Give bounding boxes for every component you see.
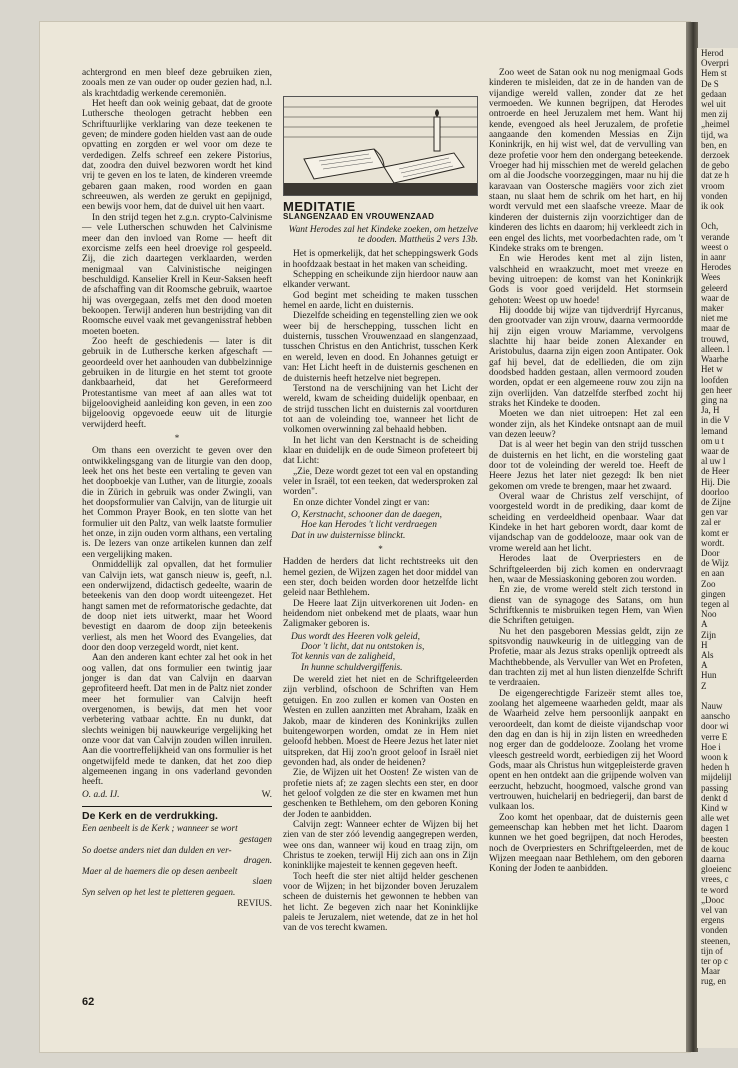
- page-number: 62: [82, 996, 95, 1008]
- paragraph: Het is opmerkelijk, dat het scheppingswerk Gods in hoofdzaak bestaat in het maken van scheiding.: [283, 249, 478, 270]
- next-page-line: en aan: [701, 568, 725, 579]
- next-page-line: te word: [701, 884, 729, 895]
- next-page-line: tijn of: [701, 945, 723, 956]
- paragraph: Toch heeft die ster niet altijd helder geschenen voor de Wijzen; in het bijzonder boven Jeruzalem scheen de duisternis het gewonnen te hebben van het licht. Ze begeven zich naar het Koninklijke paleis te Jeruzalem, niet wetende, dat ze in het hol van de vos terecht kwamen.: [283, 871, 478, 934]
- signature-right: W.: [261, 789, 272, 800]
- next-page-line: Het w: [701, 364, 723, 375]
- next-page-line: gingen: [701, 588, 726, 599]
- next-page-line: Och,: [701, 221, 719, 232]
- paragraph: Moeten we dan niet uitroepen: Het zal een wonder zijn, als het Kindeke ontsnapt aan de muil van dezen leeuw?: [489, 409, 683, 441]
- next-page-line: Waarhe: [701, 354, 729, 365]
- paragraph: God begint met scheiding te maken tusschen hemel en aarde, licht en duisternis.: [283, 290, 478, 312]
- column-right: [489, 68, 683, 875]
- meditation-subtitle: SLANGENZAAD EN VROUWENZAAD: [283, 212, 435, 222]
- next-page-line: mijdelijl: [701, 772, 732, 783]
- paragraph: Zoo weet de Satan ook nu nog menigmaal Gods kinderen te misleiden, dat ze in de handen van de vijandige wereld vallen, zonder dat ze het vermoeden. We kunnen begrijpen, dat Herodes ontroerde en heel Jeruzalem met hem. Want hij kende, evengoed als heel Jeruzalem, de profetie aangaande den komenden Messias en Zijn Koninkrijk, en hij wist wel, dat de vervulling van deze profetie voor hem den ondergang beteekende. Vroeger had hij misschien met de wereld gelachen om al die Joodsche voorzeggingen, maar nu hij die karavaan van Oostersche magiërs voor zich ziet staan, nu slaat hem de schrik om het hart, en hij wordt vervuld met een slaafsche vreeze. Maar de kinderen der duisternis zijn voorzichtiger dan de kinderen des lichts en daarom; hij verkleedt zich in een engel des lichts, met voorbedachten rade, om 't Kindeke straks om te brengen.: [489, 68, 683, 254]
- next-page-line: waar de: [701, 445, 730, 456]
- psalm-verse: [283, 632, 478, 673]
- poem-line: dragen.: [243, 855, 272, 866]
- next-page-line: de gebo: [701, 160, 730, 171]
- next-page-line: dat ze h: [701, 170, 729, 181]
- paragraph: Herodes laat de Overpriesters en de Schriftgeleerden bij zich komen en ondervraagt hen, waar de Messiaskoning geboren zou worden.: [489, 554, 683, 585]
- paragraph: En zie, de vrome wereld stelt zich terstond in dienst van de synagoge des Satans, om hun Schriftkennis te misbruiken tegen Hem, van Wien die Schriften getuigen.: [489, 585, 683, 627]
- next-page-line: wel uit: [701, 99, 726, 110]
- next-page-line: Hem st: [701, 68, 727, 79]
- paragraph: Diezelfde scheiding en tegenstelling zien we ook weer bij de herschepping, tusschen licht en duisternis, tusschen Vrouwenzaad en slangenzaad, tusschen Christus en den Antichrist, tusschen Kerk en wereld, leven en dood. En Johannes getuigt er van: Het Licht heeft in de duisternis geschenen en de duisternis heeft hetzelve niet begrepen.: [283, 311, 478, 384]
- poem-line: gestagen: [239, 834, 272, 844]
- paragraph: In het licht van den Kerstnacht is de scheiding klaar en duidelijk en de oude Simeon profeteert bij dat Licht:: [283, 435, 478, 467]
- next-page-line: Nauw: [701, 701, 723, 711]
- next-page-line: vrees, c: [701, 874, 729, 885]
- next-page-line: Maar: [701, 966, 720, 977]
- next-page-line: Als: [701, 649, 714, 660]
- next-page-line: wordt.: [701, 537, 725, 548]
- next-page-line: doorloo: [701, 486, 729, 497]
- next-page-line: maker: [701, 303, 724, 314]
- poem-line: Een aenbeelt is de Kerk ; wanneer se wort: [82, 823, 238, 834]
- next-page-line: vonden: [701, 925, 728, 936]
- next-page-line: vonden: [701, 190, 728, 201]
- next-page-line: beesten: [701, 833, 728, 844]
- next-page-line: „Dooc: [701, 894, 725, 905]
- next-page-line: woon k: [701, 752, 728, 763]
- next-page-line: zal er: [701, 517, 721, 528]
- next-page-line: denkt d: [701, 792, 728, 803]
- paragraph: Hadden de herders dat licht rechtstreeks uit den hemel gezien, de Wijzen zagen het door middel van een ster, doch beiden worden door hetzelfde licht geleid naar Bethlehem.: [283, 557, 478, 599]
- next-page-line: al uw l: [701, 456, 726, 467]
- next-page-line: ter op c: [701, 956, 728, 967]
- article-signature: [82, 790, 272, 800]
- next-page-line: Zijn: [701, 629, 716, 640]
- next-page-line: H: [701, 639, 708, 650]
- next-page-line: ging na: [701, 394, 728, 405]
- signature-left: O. a.d. IJ.: [82, 789, 120, 800]
- next-page-line: waar de: [701, 292, 730, 303]
- next-page-line: A: [701, 660, 708, 671]
- next-page-line: heden h: [701, 762, 730, 773]
- next-page-line: steenen,: [701, 935, 731, 946]
- next-page-line: gen var: [701, 507, 728, 518]
- next-page-line: gedaan: [701, 88, 727, 99]
- next-page-line: de Zijne: [701, 496, 731, 507]
- paragraph: En wie Herodes kent met al zijn listen, valschheid en wraakzucht, moet met vreeze en beving uitroepen: de komst van het Koninkrijk Gods is voor goed verijdeld. Het stormsein gehoten: Weest op uw hoede!: [489, 254, 683, 306]
- next-page-line: Wees: [701, 272, 721, 283]
- poem-line: Syn selven op het lest te pletteren gegaen.: [82, 886, 236, 897]
- next-page-line: vroom: [701, 180, 725, 191]
- box-rule: [82, 806, 272, 807]
- next-page-line: Herod: [701, 48, 724, 58]
- next-page-line: daarna: [701, 854, 725, 865]
- next-page-line: tijd, wa: [701, 129, 728, 140]
- paragraph: Het heeft dan ook weinig gebaat, dat de groote Luthersche theologen getracht hebben een Schriftuurlijke verklaring van deze teekenen te geven; de mindere goden hielden vast aan de oude opvatting en zorgden er wel voor om deze te verdedigen. Zelfs schreef een zekere Pistorius, dat, zoodra den duivel bezworen wordt het kind vrij te geven en los te laten, de kinderen vreemde gebaren gaan maken, rood worden en gaan schreeuwen, als werden ze gerukt en gepijnigd, een bewijs voor hem, dat de duivel uit hen vaart.: [82, 99, 272, 213]
- next-page-line: om u t: [701, 435, 725, 446]
- next-page-line: Hij. Die: [701, 476, 730, 487]
- column-middle: [283, 96, 478, 934]
- paragraph: Onmiddellijk zal opvallen, dat het formulier van Calvijn iets, wat gansch nieuw is, geeft, n.l. een onderwijzend, didactisch gedeelte, waarin de beteekenis van den doop wordt uiteengezet. Het hangt samen met de reformatorische gedachte, dat de doop niet iets uitwerkt, maar het Woord bevestigt en daarom de doop zijn beteekenis verliest, als men het Woord des Evangelies, dat door den doop verzegeld wordt, niet kent.: [82, 560, 272, 653]
- paragraph: Dat is al weer het begin van den strijd tusschen de duisternis en het licht, en die worsteling gaat door tot de voleinding der wereld toe. Heeft de Heere Jezus het later niet gezegd: Ik ben niet gekomen om vrede te brengen, maar het zwaard.: [489, 440, 683, 492]
- next-page-line: „heimel: [701, 119, 730, 130]
- next-page-line: [697, 691, 738, 701]
- next-page-line: Herodes: [701, 262, 731, 273]
- next-page-line: Hoe i: [701, 741, 721, 752]
- next-page-line: weest o: [701, 241, 729, 252]
- next-page-line: men zij: [701, 109, 728, 120]
- paragraph: Nu het den pasgeboren Messias geldt, zijn ze spitsvondig nauwkeurig in de uitlegging van de Profetie, maar als Jezus straks openlijk optreedt als Machthebbende, als Vervuller van Wet en Profeten, dan trachten zij met al hun listen dienzelfde Schrift te verdraaien.: [489, 626, 683, 689]
- next-page-line: rug, en: [701, 976, 726, 987]
- next-page-line: verre E: [701, 731, 728, 742]
- poem-line: So doetse anders niet dan dulden en ver-: [82, 844, 232, 855]
- column-left: [82, 68, 272, 908]
- next-page-line: geleerd: [701, 282, 728, 293]
- next-page-line: dagen 1: [701, 823, 730, 834]
- poem-title: De Kerk en de verdrukking.: [82, 810, 218, 823]
- next-page-line: derzoek: [701, 150, 730, 161]
- poem-line: slaen: [252, 876, 272, 887]
- next-page-line: loofden: [701, 374, 729, 385]
- next-page-fragment: [697, 48, 738, 1048]
- paragraph: Zoo heeft de geschiedenis — later is dit gebruik in de Luthersche kerken afgeschaft — geoordeeld over het aanhouden van dubbelzinnige gebruiken in de liturgie en het stemt tot groote dankbaarheid, dat het Gereformeerd Protestantisme van meet af aan alles wat tot bijgeloovigheid aanleiding kon geven, in een zoo bijgeloovig opgevoede eeuw uit de liturgie verwijderd heeft.: [82, 336, 272, 430]
- next-page-line: Noo: [701, 609, 717, 620]
- paragraph: De wereld ziet het niet en de Schriftgeleerden zijn verblind, ofschoon de Schriften van Hem getuigen. En zoo zullen er komen van Oosten en Westen en zullen aanzitten met Abraham, Izaäk en Jakob, maar de kinderen des Koninkrijks zullen buitengeworpen worden, omdat ze in Hem niet geloofd hebben. Moest de Heere Jezus het later niet uitspreken, dat Hij zoo'n groot geloof in Israël niet gevonden had, als onder de heidenen?: [283, 675, 478, 768]
- vondel-verse: [283, 510, 478, 541]
- paragraph: Schepping en scheikunde zijn hierdoor nauw aan elkander verwant.: [283, 270, 478, 291]
- next-page-line: in die V: [701, 415, 730, 426]
- next-page-line: alle wet: [701, 813, 730, 824]
- next-page-line: ben, en: [701, 139, 727, 150]
- next-page-line: ergens: [701, 915, 725, 926]
- next-page-line: verande: [701, 231, 730, 242]
- next-page-line: gloeienc: [701, 864, 732, 875]
- paragraph: Overal waar de Christus zelf verschijnt, of voorgesteld wordt in de prediking, daar komt de scheiding en verdeeldheid openbaar. Waar dat Kindeke in het hart geboren wordt, daar komt de vijandschap van de goddelooze, maar ook van de vrome wereld aan het licht.: [489, 492, 683, 554]
- next-page-line: [697, 211, 738, 221]
- next-page-line: A: [701, 619, 708, 630]
- next-page-line: ik ook: [701, 201, 724, 212]
- paragraph: De Heere laat Zijn uitverkorenen uit Joden- en heidendom niet onbekend met de plaats, waar hun Zaligmaker geboren is.: [283, 598, 478, 630]
- next-page-line: De S: [701, 78, 719, 89]
- next-page-line: lemand: [701, 425, 728, 436]
- paragraph: Zoo komt het openbaar, dat de duisternis geen gemeenschap kan hebben met het licht. Daarom kunnen we het goed begrijpen, dat noch Herodes, noch de Overpriesters en Schriftgeleerden, met de Wijzen meegaan naar Bethlehem, om den geboren Koning der Joden te aanbidden.: [489, 812, 683, 875]
- next-page-line: Zoo: [701, 578, 716, 589]
- paragraph: Calvijn zegt: Wanneer echter de Wijzen bij het zien van de ster zóó levendig aangegrepen werden, wee ons dan, wanneer wij koud en traag zijn, om Christus te zoeken, terwijl Hij zich aan ons in Zijn koninklijke majesteit te kennen gegeven heeft.: [283, 819, 478, 872]
- paragraph: Zie, de Wijzen uit het Oosten! Ze wisten van de profetie niets af; ze zagen slechts een ster, en door het geloof volgden ze die ster en kwamen met hun geschenken te Bethlehem, om den geboren Koning der Joden te aanbidden.: [283, 768, 478, 820]
- poem-author: REVIUS.: [237, 897, 272, 908]
- next-page-line: Door: [701, 547, 720, 558]
- verse-line: Dus wordt des Heeren volk geleid,: [291, 631, 420, 642]
- next-page-line: de Wijz: [701, 558, 729, 569]
- next-page-line: maar de: [701, 323, 730, 334]
- next-page-line: Overpri: [701, 58, 729, 69]
- poem: [82, 823, 272, 897]
- next-page-line: niet me: [701, 313, 728, 324]
- paragraph: Aan den anderen kant echter zal het ook in het oog vallen, dat ons formulier een twintig jaar jonger is dan dat van Calvijn en daarvan geprofiteerd heeft. Dat men in de Paltz niet zonder meer het formulier van Calvijn heeft overgenomen, is bewijs, dat men het voor verbetering vatbaar achtte. En nu dunkt, dat slechts weinigen bij nauwkeurige vergelijking het onze voor dat van Calvijn zouden willen inruilen. Aan die voortreffelijkheid van ons formulier is het ongetwijfeld mede te danken, dat het zoo diep algemeenen ingang in ons vaderland gevonden heeft.: [82, 653, 272, 788]
- epigraph: Want Herodes zal het Kindeke zoeken, om hetzelve te dooden. Mattheüs 2 vers 13b.: [288, 224, 478, 246]
- next-page-line: de Heer: [701, 466, 730, 477]
- paragraph: Om thans een overzicht te geven over den ontwikkelingsgang van de liturgie van den doop, leek het ons het beste een vertaling te geven van het doopboekje van Luther, van de liturgie, zooals die in Zürich in gebruik was onder Zwingli, van het doopsformulier van Calvijn, van de liturgie uit het Common Prayer Book, en ten slotte van het formulier uit den Paltz, van welk laatste formulier het onze, in zijn ouden vorm althans, een vertaling is. De lezers van onze artikelen kunnen dan zelf een vergelijking maken.: [82, 446, 272, 560]
- paragraph: De eigengerechtigde Farizeër stemt alles toe, zoolang het algemeene waarheden geldt, maar als de Waarheid zelve hem persoonlijk aanpakt en veroordeelt, dan komt de dieiste vijandschap voor den dag en dan is hij in zijn listen en wreedheden nog erger dan de goddelooze. Zoolang het vrome vleesch gestreeld wordt, eerbiedigen zij het Woord Gods, maar als Christus hun witgepleisterde graven opent en hen ontdekt aan die grijpende wolven van eerzucht, hebzucht, hoogmoed, valsche grond van vertrouwen, huichelarij en bedriegerij, dan barst de vulkaan los.: [489, 688, 683, 813]
- verse-line: Hoe kan Herodes 't licht verdraegen: [301, 520, 437, 531]
- next-page-line: tegen al: [701, 598, 730, 609]
- section-separator-2: *: [378, 544, 383, 554]
- paragraph: En onze dichter Vondel zingt er van:: [293, 497, 430, 508]
- verse-line: In hunne schuldvergiffenis.: [301, 662, 403, 673]
- next-page-line: door wi: [701, 721, 729, 732]
- next-page-line: passing: [701, 782, 728, 793]
- meditation-title: MEDITATIE: [283, 199, 356, 214]
- verse-line: Tot kennis van de zaligheid,: [291, 652, 396, 663]
- next-page-line: komt er: [701, 527, 729, 538]
- paragraph: Terstond na de verschijning van het Licht der wereld, kwam de scheiding duidelijk openbaar, en de strijd tusschen licht en duisternis zal voortduren tot aan de voleinding toe, wanneer het licht de volkomen overwinning zal behaald hebben.: [283, 383, 478, 436]
- next-page-line: Z: [701, 680, 707, 691]
- next-page-line: Ja, H: [701, 405, 720, 416]
- next-page-line: vel van: [701, 905, 728, 916]
- open-bible-illustration: [283, 96, 478, 196]
- verse-line: Dat in uw duisternisse blinckt.: [291, 530, 406, 541]
- next-page-line: Kind w: [701, 803, 728, 814]
- verse-line: O, Kerstnacht, schooner dan de daegen,: [291, 509, 443, 520]
- next-page-line: in aanr: [701, 252, 726, 263]
- paragraph: achtergrond en men bleef deze gebruiken zien, zooals men ze van ouder op ouder gezien had, n.l. als krachtdadig werkende ceremoniën.: [82, 68, 272, 99]
- paragraph: „Zie, Deze wordt gezet tot een val en opstanding veler in Israël, tot een teeken, dat wedersproken zal worden".: [283, 466, 478, 498]
- paragraph: Hij doodde bij wijze van tijdverdrijf Hyrcanus, den grootvader van zijn vrouw, daarna vermoordde hij zijn eigen vrouw Mariamme, vervolgens slachtte hij haar beide zonen Alexander en Aristobulus, daarna zijn eigen zoon Antipater. Ook gaf hij bevel, dat de edellieden, die om zijn doodsbed hadden gestaan, allen vermoord zouden worden, opdat er een algemeene rouw zou zijn na zijn overlijden. Van datzelfde sterfbed zocht hij straks het Kindeke te dooden.: [489, 305, 683, 409]
- next-page-line: alleen. l: [701, 343, 730, 354]
- bible-candle-drawing: [284, 97, 477, 195]
- next-page-line: de kouc: [701, 843, 730, 854]
- poem-line: Maer al de haemers die op desen aenbeelt: [82, 865, 238, 876]
- next-page-line: trouwd,: [701, 333, 729, 344]
- verse-line: Door 't licht, dat nu ontstoken is,: [301, 642, 425, 653]
- next-page-line: aanscho: [701, 711, 730, 722]
- next-page-line: gen heer: [701, 384, 732, 395]
- next-page-line: Hun: [701, 670, 717, 681]
- paragraph: In den strijd tegen het z.g.n. crypto-Calvinisme — vele Lutherschen schuwden het Calvinisme meer dan den invloed van Rome — heeft dit exorcisme zelfs een heel droevige rol gespeeld. Zij, die zich daartegen verklaarden, werden menigmaal van Calvinistische neigingen beschuldigd. Kanselier Krell in Keur-Saksen heeft de afschaffing van dit Roomsche gebruik, waartoe hij was overgegaan, zelfs met den dood moeten bekoopen. Terwijl anderen hun bestrijding van dit Roomsche euvel vaak met gevangenisstraf hebben moeten boeten.: [82, 212, 272, 337]
- section-separator: *: [174, 433, 180, 444]
